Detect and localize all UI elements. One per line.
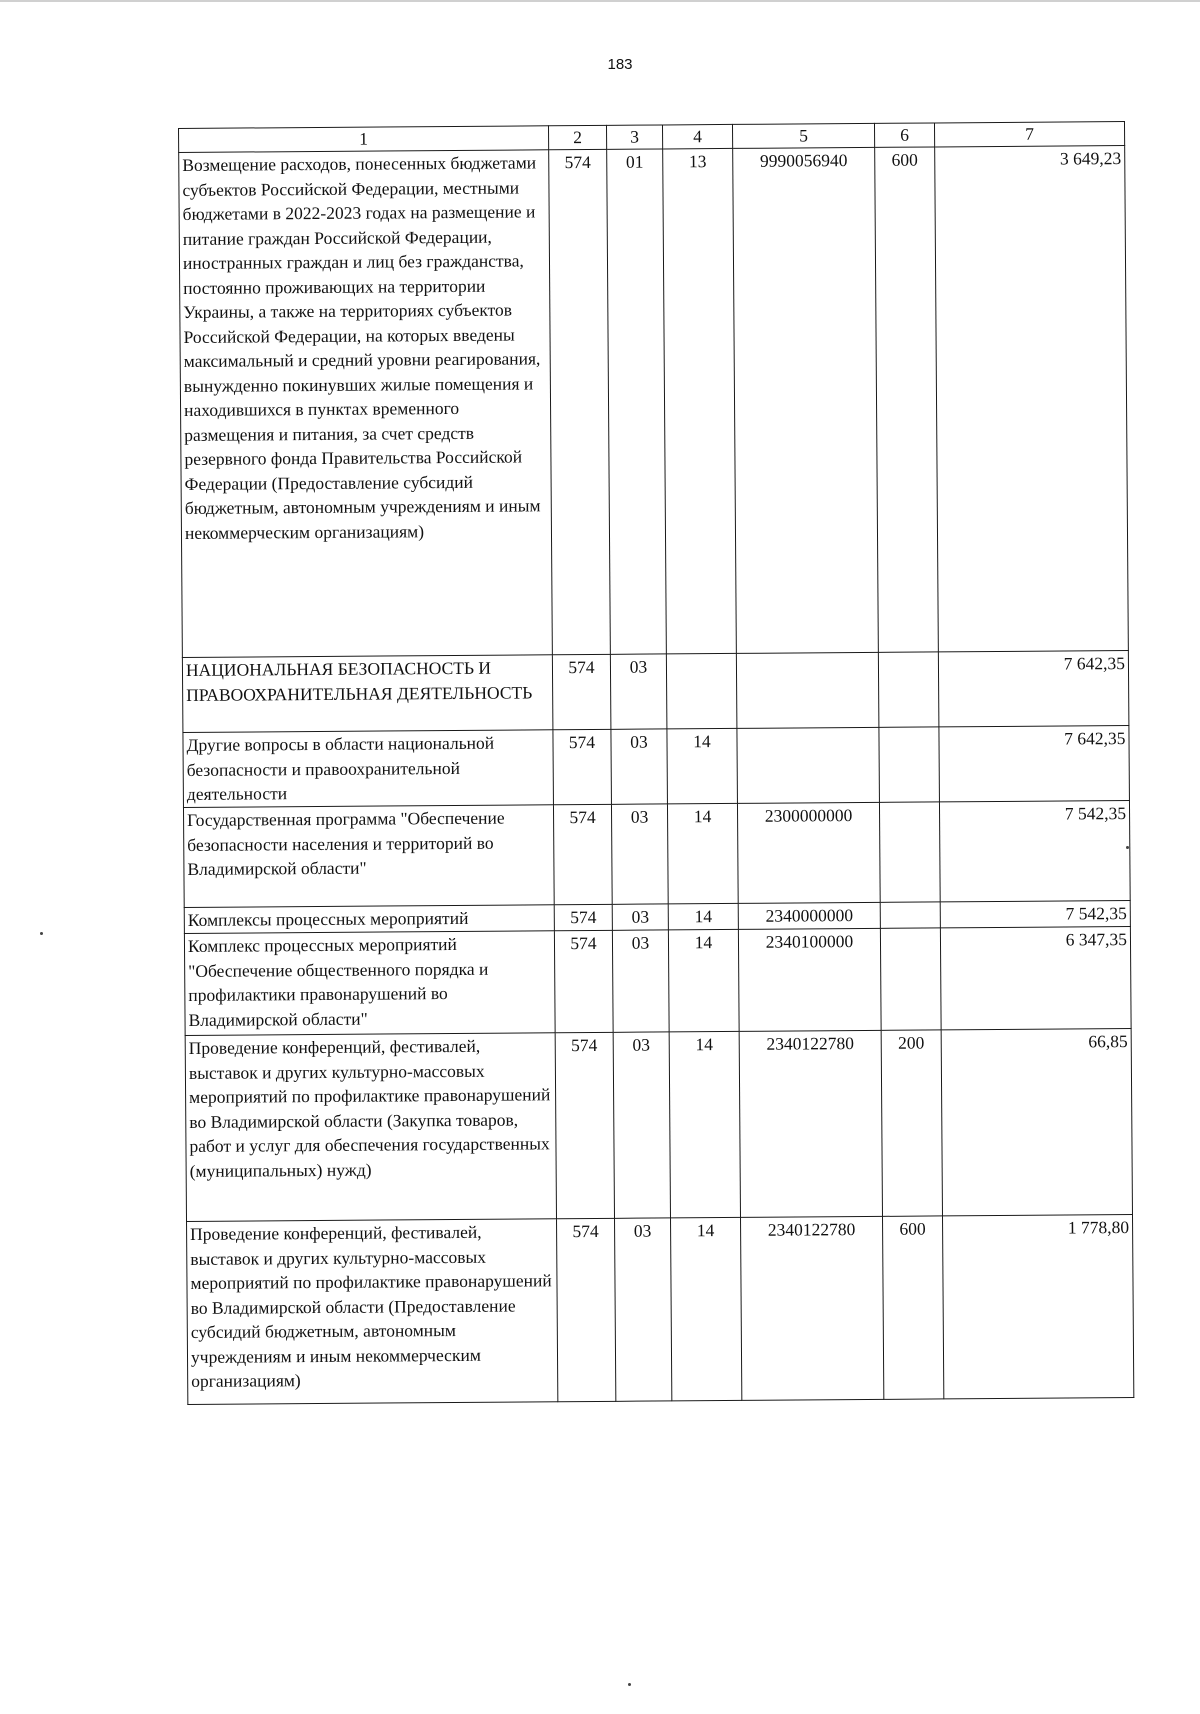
- row-name: Возмещение расходов, понесенных бюджетами субъектов Российской Федерации, местными бюджетами в 2022-2023 годах на размещение и питание граждан Российской Федерации, иностранных граждан и лиц без гражданства, постоянно проживающих на территории Украины, а также на территориях субъектов Российской Федерации, на которых введены максимальный и средний уровни реагирования, вынужденно покинувших жилые помещения и находившихся в пунктах временного размещения и питания, за счет средств резервного фонда Правительства Российской Федерации (Предоставление субсидий бюджетным, автономным учреждениям и иным некоммерческим организациям): [179, 150, 553, 658]
- row-vid-rashodov: 600: [875, 147, 939, 652]
- row-vid-rashodov: [880, 928, 941, 1030]
- row-tselevaya-statya: 9990056940: [733, 147, 879, 653]
- row-podrazdel: 14: [668, 903, 738, 930]
- row-ved: 574: [553, 729, 612, 804]
- header-cell: 1: [179, 126, 549, 153]
- table-row: [179, 146, 1129, 658]
- table-row: [184, 927, 1131, 1036]
- row-razdel: 03: [611, 729, 668, 804]
- budget-table: [178, 121, 1134, 1405]
- row-ved: 574: [554, 904, 612, 930]
- row-vid-rashodov: 200: [881, 1030, 942, 1216]
- row-podrazdel: 14: [669, 1031, 740, 1218]
- row-name: Комплексы процессных мероприятий: [184, 905, 554, 934]
- row-tselevaya-statya: 2340122780: [741, 1216, 884, 1400]
- row-ved: 574: [557, 1218, 616, 1401]
- row-razdel: 03: [615, 1218, 672, 1401]
- row-name: Комплекс процессных мероприятий "Обеспечение общественного порядка и профилактики правонарушений во Владимирской области": [184, 931, 555, 1036]
- row-ved: 574: [555, 1032, 614, 1218]
- row-razdel: 03: [611, 804, 668, 904]
- header-cell: 5: [732, 123, 874, 148]
- header-cell: 7: [934, 122, 1124, 147]
- table-row: [185, 1029, 1132, 1222]
- scan-top-edge: [0, 0, 1200, 2]
- header-cell: 4: [662, 124, 732, 149]
- row-sum: 7 642,35: [939, 726, 1130, 802]
- row-sum: 6 347,35: [940, 927, 1131, 1030]
- row-name: Проведение конференций, фестивалей, выставок и других культурно-массовых мероприятий по профилактике правонарушений во Владимирской области (Предоставление субсидий бюджетным, автономным учреждениям и иным некоммерческим организациям): [187, 1219, 558, 1405]
- header-cell: 6: [874, 123, 934, 147]
- row-tselevaya-statya: 2340122780: [739, 1030, 882, 1217]
- table-row: [182, 651, 1129, 733]
- scan-speck: [40, 932, 43, 935]
- scan-speck: [1126, 846, 1129, 849]
- row-vid-rashodov: [878, 652, 939, 727]
- row-sum: 3 649,23: [935, 146, 1129, 652]
- table-row: [183, 801, 1130, 908]
- row-podrazdel: [666, 653, 737, 729]
- row-vid-rashodov: [879, 802, 940, 902]
- header-cell: 3: [606, 125, 662, 149]
- row-sum: 1 778,80: [942, 1215, 1133, 1399]
- row-vid-rashodov: 600: [882, 1216, 943, 1399]
- table-row: [183, 726, 1130, 808]
- row-razdel: 01: [607, 149, 667, 654]
- row-razdel: 03: [612, 930, 669, 1032]
- row-name: Другие вопросы в области национальной безопасности и правоохранительной деятельности: [183, 730, 554, 808]
- row-podrazdel: 14: [671, 1217, 742, 1401]
- row-ved: 574: [554, 930, 613, 1032]
- scan-speck: [628, 1683, 631, 1686]
- row-razdel: 03: [610, 654, 667, 729]
- row-razdel: 03: [612, 904, 668, 930]
- row-podrazdel: 14: [668, 929, 739, 1032]
- row-podrazdel: 13: [663, 148, 737, 653]
- table-row: [187, 1215, 1134, 1405]
- row-vid-rashodov: [879, 727, 940, 802]
- row-tselevaya-statya: 2340100000: [738, 928, 881, 1031]
- row-podrazdel: 14: [667, 803, 738, 904]
- row-ved: 574: [552, 654, 611, 729]
- row-sum: 66,85: [941, 1029, 1132, 1216]
- row-sum: 7 542,35: [939, 801, 1130, 902]
- row-ved: 574: [549, 149, 611, 654]
- page-number: 183: [607, 56, 633, 73]
- header-cell: 2: [548, 125, 606, 149]
- row-sum: 7 542,35: [940, 901, 1130, 928]
- row-tselevaya-statya: [736, 652, 879, 728]
- row-name: НАЦИОНАЛЬНАЯ БЕЗОПАСНОСТЬ И ПРАВООХРАНИТЕЛЬНАЯ ДЕЯТЕЛЬНОСТЬ: [182, 655, 553, 733]
- row-ved: 574: [553, 804, 612, 904]
- row-tselevaya-statya: [737, 727, 880, 803]
- row-podrazdel: 14: [667, 728, 738, 804]
- row-tselevaya-statya: 2340000000: [738, 902, 880, 929]
- row-name: Государственная программа "Обеспечение безопасности населения и территорий во Владимирской области": [183, 805, 554, 908]
- row-tselevaya-statya: 2300000000: [737, 802, 880, 903]
- row-sum: 7 642,35: [938, 651, 1129, 727]
- row-name: Проведение конференций, фестивалей, выставок и других культурно-массовых мероприятий по профилактике правонарушений во Владимирской области (Закупка товаров, работ и услуг для обеспечения государственных (муниципальных) нужд): [185, 1033, 556, 1222]
- row-vid-rashodov: [880, 902, 940, 928]
- row-razdel: 03: [613, 1032, 670, 1218]
